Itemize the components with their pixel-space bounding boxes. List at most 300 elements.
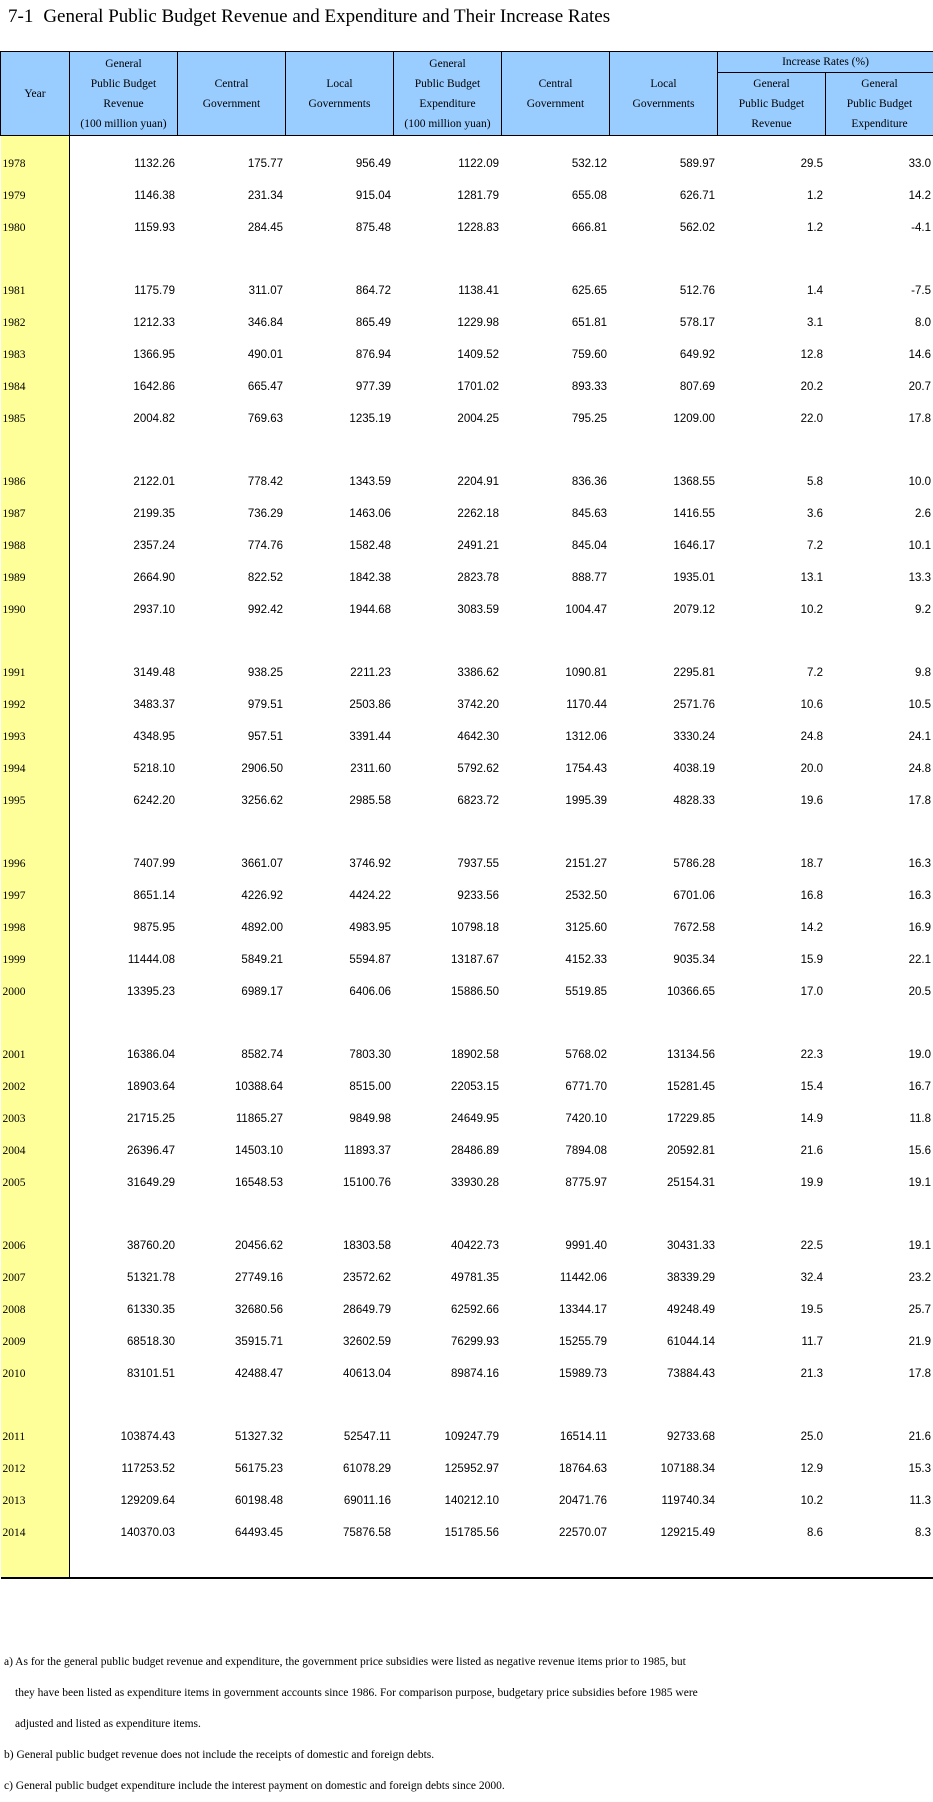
value-cell: 759.60	[502, 339, 610, 371]
spacer-cell	[610, 626, 718, 657]
spacer-cell	[394, 1008, 502, 1039]
value-cell: 8775.97	[502, 1167, 610, 1199]
value-cell: 20.5	[826, 976, 933, 1008]
spacer-cell	[718, 1390, 826, 1421]
value-cell: 1409.52	[394, 339, 502, 371]
table-row	[1, 753, 933, 785]
value-cell: 125952.97	[394, 1453, 502, 1485]
year-cell: 2005	[1, 1167, 70, 1199]
value-cell: 14.9	[718, 1103, 826, 1135]
value-cell: 15.3	[826, 1453, 933, 1485]
value-cell: 915.04	[286, 180, 394, 212]
table-row	[1, 1358, 933, 1390]
value-cell: 11.7	[718, 1326, 826, 1358]
value-cell: 10.6	[718, 689, 826, 721]
spacer-row	[1, 435, 933, 466]
value-cell: 18903.64	[70, 1071, 178, 1103]
spacer-cell	[826, 1578, 933, 1579]
spacer-cell	[70, 1578, 178, 1579]
spacer-cell	[718, 1008, 826, 1039]
value-cell: 3742.20	[394, 689, 502, 721]
value-cell: 13187.67	[394, 944, 502, 976]
value-cell: 62592.66	[394, 1294, 502, 1326]
value-cell: 7672.58	[610, 912, 718, 944]
spacer-cell	[610, 1549, 718, 1578]
value-cell: 38339.29	[610, 1262, 718, 1294]
spacer-cell	[286, 626, 394, 657]
spacer-cell	[178, 1390, 286, 1421]
value-cell: 876.94	[286, 339, 394, 371]
value-cell: 5849.21	[178, 944, 286, 976]
spacer-cell	[718, 1199, 826, 1230]
value-cell: 2.6	[826, 498, 933, 530]
year-spacer	[1, 626, 70, 657]
value-cell: 1463.06	[286, 498, 394, 530]
spacer-cell	[286, 435, 394, 466]
spacer-cell	[178, 1578, 286, 1579]
spacer-cell	[826, 1390, 933, 1421]
value-cell: 1642.86	[70, 371, 178, 403]
value-cell: 22.0	[718, 403, 826, 435]
value-cell: 11442.06	[502, 1262, 610, 1294]
value-cell: 140212.10	[394, 1485, 502, 1517]
value-cell: 8651.14	[70, 880, 178, 912]
spacer-cell	[718, 1578, 826, 1579]
spacer-cell	[826, 626, 933, 657]
value-cell: 3083.59	[394, 594, 502, 626]
value-cell: 8.3	[826, 1517, 933, 1549]
value-cell: 32680.56	[178, 1294, 286, 1326]
value-cell: 103874.43	[70, 1421, 178, 1453]
spacer-cell	[610, 244, 718, 275]
value-cell: 33930.28	[394, 1167, 502, 1199]
value-cell: 665.47	[178, 371, 286, 403]
spacer-cell	[718, 435, 826, 466]
year-cell: 2003	[1, 1103, 70, 1135]
spacer-cell	[394, 1578, 502, 1579]
value-cell: 2823.78	[394, 562, 502, 594]
year-cell: 1989	[1, 562, 70, 594]
value-cell: 49781.35	[394, 1262, 502, 1294]
spacer-cell	[286, 1199, 394, 1230]
year-cell: 1979	[1, 180, 70, 212]
spacer-cell	[610, 1390, 718, 1421]
value-cell: 1312.06	[502, 721, 610, 753]
value-cell: 2199.35	[70, 498, 178, 530]
value-cell: 1132.26	[70, 148, 178, 180]
value-cell: 16386.04	[70, 1039, 178, 1071]
value-cell: 89874.16	[394, 1358, 502, 1390]
table-row	[1, 403, 933, 435]
table-row	[1, 1421, 933, 1453]
table-row	[1, 785, 933, 817]
spacer-cell	[178, 817, 286, 848]
year-spacer	[1, 244, 70, 275]
value-cell: 1754.43	[502, 753, 610, 785]
value-cell: 1368.55	[610, 466, 718, 498]
value-cell: 16.3	[826, 848, 933, 880]
value-cell: 7894.08	[502, 1135, 610, 1167]
value-cell: 6701.06	[610, 880, 718, 912]
year-cell: 1990	[1, 594, 70, 626]
spacer-cell	[826, 244, 933, 275]
spacer-cell	[70, 1390, 178, 1421]
value-cell: 2491.21	[394, 530, 502, 562]
value-cell: 52547.11	[286, 1421, 394, 1453]
year-cell: 1986	[1, 466, 70, 498]
value-cell: 1646.17	[610, 530, 718, 562]
value-cell: 20471.76	[502, 1485, 610, 1517]
value-cell: 5218.10	[70, 753, 178, 785]
value-cell: 10.2	[718, 1485, 826, 1517]
header-revenue-local: Local Governments	[286, 52, 394, 136]
value-cell: 736.29	[178, 498, 286, 530]
spacer-cell	[394, 626, 502, 657]
value-cell: 61078.29	[286, 1453, 394, 1485]
year-cell: 2002	[1, 1071, 70, 1103]
footnote-c: c) General public budget expenditure include the interest payment on domestic and foreign debts since 2000.	[4, 1771, 924, 1802]
value-cell: 140370.03	[70, 1517, 178, 1549]
footnotes	[4, 1647, 924, 1802]
value-cell: 5768.02	[502, 1039, 610, 1071]
footnote-a-cont2: adjusted and listed as expenditure items.	[4, 1709, 924, 1740]
spacer-row	[1, 1199, 933, 1230]
header-increase-rates: Increase Rates (%)	[718, 52, 933, 73]
table-row	[1, 1453, 933, 1485]
table-row	[1, 562, 933, 594]
value-cell: 311.07	[178, 275, 286, 307]
spacer-cell	[502, 1008, 610, 1039]
year-spacer	[1, 1549, 70, 1578]
table-row	[1, 180, 933, 212]
value-cell: 2357.24	[70, 530, 178, 562]
table-title: General Public Budget Revenue and Expenditure and Their Increase Rates	[43, 6, 610, 27]
value-cell: 10.5	[826, 689, 933, 721]
value-cell: 3125.60	[502, 912, 610, 944]
footnote-a-cont: they have been listed as expenditure items in government accounts since 1986. For comparison purpose, budgetary price subsidies before 1985 were	[4, 1678, 924, 1709]
value-cell: 651.81	[502, 307, 610, 339]
year-spacer	[1, 1578, 70, 1579]
spacer-cell	[502, 1549, 610, 1578]
value-cell: 22.5	[718, 1230, 826, 1262]
value-cell: 17.8	[826, 403, 933, 435]
year-cell: 1995	[1, 785, 70, 817]
table-row	[1, 657, 933, 689]
spacer-cell	[394, 435, 502, 466]
year-cell: 2007	[1, 1262, 70, 1294]
value-cell: 32.4	[718, 1262, 826, 1294]
value-cell: 5519.85	[502, 976, 610, 1008]
year-spacer	[1, 817, 70, 848]
value-cell: 12.9	[718, 1453, 826, 1485]
spacer-cell	[286, 1008, 394, 1039]
value-cell: 4642.30	[394, 721, 502, 753]
value-cell: 7.2	[718, 657, 826, 689]
year-cell: 1994	[1, 753, 70, 785]
value-cell: 1995.39	[502, 785, 610, 817]
table-row	[1, 880, 933, 912]
value-cell: 51327.32	[178, 1421, 286, 1453]
value-cell: 25.0	[718, 1421, 826, 1453]
spacer-cell	[718, 1549, 826, 1578]
value-cell: 6242.20	[70, 785, 178, 817]
spacer-cell	[286, 136, 394, 149]
value-cell: 60198.48	[178, 1485, 286, 1517]
spacer-cell	[826, 1549, 933, 1578]
value-cell: 24.8	[826, 753, 933, 785]
year-cell: 1980	[1, 212, 70, 244]
year-cell: 2010	[1, 1358, 70, 1390]
year-cell: 1985	[1, 403, 70, 435]
table-row	[1, 944, 933, 976]
value-cell: 7937.55	[394, 848, 502, 880]
year-spacer	[1, 435, 70, 466]
year-spacer	[1, 1008, 70, 1039]
year-cell: 1981	[1, 275, 70, 307]
value-cell: 5792.62	[394, 753, 502, 785]
value-cell: 1228.83	[394, 212, 502, 244]
value-cell: 992.42	[178, 594, 286, 626]
value-cell: 2004.82	[70, 403, 178, 435]
table-row	[1, 912, 933, 944]
header-expenditure-local: Local Governments	[610, 52, 718, 136]
spacer-cell	[178, 244, 286, 275]
value-cell: 625.65	[502, 275, 610, 307]
table-row	[1, 1230, 933, 1262]
data-table-container	[0, 51, 933, 1579]
value-cell: 666.81	[502, 212, 610, 244]
value-cell: 20.0	[718, 753, 826, 785]
table-row	[1, 721, 933, 753]
spacer-cell	[70, 1199, 178, 1230]
year-cell: 1983	[1, 339, 70, 371]
spacer-cell	[70, 817, 178, 848]
header-rate-expenditure: General Public Budget Expenditure	[826, 73, 933, 136]
value-cell: 956.49	[286, 148, 394, 180]
value-cell: 1935.01	[610, 562, 718, 594]
value-cell: 7803.30	[286, 1039, 394, 1071]
value-cell: 16.8	[718, 880, 826, 912]
spacer-cell	[394, 136, 502, 149]
value-cell: 1944.68	[286, 594, 394, 626]
value-cell: 578.17	[610, 307, 718, 339]
bottom-rule-row	[1, 1578, 933, 1579]
table-row	[1, 1485, 933, 1517]
table-row	[1, 689, 933, 721]
year-cell: 1992	[1, 689, 70, 721]
spacer-cell	[178, 435, 286, 466]
value-cell: 19.9	[718, 1167, 826, 1199]
value-cell: 5594.87	[286, 944, 394, 976]
value-cell: 626.71	[610, 180, 718, 212]
spacer-cell	[502, 1578, 610, 1579]
value-cell: 92733.68	[610, 1421, 718, 1453]
value-cell: 15.6	[826, 1135, 933, 1167]
value-cell: 1701.02	[394, 371, 502, 403]
value-cell: 1416.55	[610, 498, 718, 530]
value-cell: 14.6	[826, 339, 933, 371]
year-cell: 1982	[1, 307, 70, 339]
value-cell: 845.04	[502, 530, 610, 562]
value-cell: 10388.64	[178, 1071, 286, 1103]
value-cell: 6771.70	[502, 1071, 610, 1103]
spacer-row	[1, 817, 933, 848]
value-cell: 7.2	[718, 530, 826, 562]
value-cell: 11.3	[826, 1485, 933, 1517]
page-title	[8, 6, 620, 28]
value-cell: 19.5	[718, 1294, 826, 1326]
value-cell: 19.0	[826, 1039, 933, 1071]
value-cell: 2503.86	[286, 689, 394, 721]
year-cell: 2012	[1, 1453, 70, 1485]
value-cell: 9875.95	[70, 912, 178, 944]
value-cell: 15886.50	[394, 976, 502, 1008]
value-cell: 562.02	[610, 212, 718, 244]
value-cell: 893.33	[502, 371, 610, 403]
value-cell: 16514.11	[502, 1421, 610, 1453]
table-number: 7-1	[8, 6, 33, 27]
spacer-cell	[610, 435, 718, 466]
header-expenditure-central: Central Government	[502, 52, 610, 136]
spacer-row	[1, 1008, 933, 1039]
value-cell: 25154.31	[610, 1167, 718, 1199]
value-cell: 4892.00	[178, 912, 286, 944]
value-cell: 109247.79	[394, 1421, 502, 1453]
value-cell: 778.42	[178, 466, 286, 498]
value-cell: 836.36	[502, 466, 610, 498]
value-cell: 15100.76	[286, 1167, 394, 1199]
value-cell: 9.8	[826, 657, 933, 689]
value-cell: 4983.95	[286, 912, 394, 944]
value-cell: 30431.33	[610, 1230, 718, 1262]
header-revenue-total: General Public Budget Revenue (100 million yuan)	[70, 52, 178, 136]
value-cell: 512.76	[610, 275, 718, 307]
spacer-cell	[718, 626, 826, 657]
value-cell: 20.7	[826, 371, 933, 403]
value-cell: 14.2	[718, 912, 826, 944]
year-spacer	[1, 1199, 70, 1230]
table-row	[1, 530, 933, 562]
value-cell: 2211.23	[286, 657, 394, 689]
spacer-cell	[286, 1578, 394, 1579]
value-cell: 4038.19	[610, 753, 718, 785]
value-cell: 1175.79	[70, 275, 178, 307]
spacer-cell	[610, 1199, 718, 1230]
spacer-cell	[502, 1390, 610, 1421]
spacer-cell	[826, 136, 933, 149]
spacer-cell	[826, 1008, 933, 1039]
year-cell: 2009	[1, 1326, 70, 1358]
spacer-cell	[394, 817, 502, 848]
table-row	[1, 307, 933, 339]
value-cell: 9035.34	[610, 944, 718, 976]
value-cell: 31649.29	[70, 1167, 178, 1199]
value-cell: 7407.99	[70, 848, 178, 880]
value-cell: 938.25	[178, 657, 286, 689]
spacer-cell	[286, 244, 394, 275]
spacer-cell	[70, 435, 178, 466]
value-cell: 23.2	[826, 1262, 933, 1294]
value-cell: 1122.09	[394, 148, 502, 180]
spacer-cell	[286, 1549, 394, 1578]
value-cell: 1.2	[718, 180, 826, 212]
table-row	[1, 1071, 933, 1103]
year-cell: 2001	[1, 1039, 70, 1071]
spacer-cell	[610, 1008, 718, 1039]
year-spacer	[1, 1390, 70, 1421]
table-row	[1, 371, 933, 403]
table-row	[1, 1517, 933, 1549]
value-cell: 14.2	[826, 180, 933, 212]
value-cell: 2985.58	[286, 785, 394, 817]
value-cell: 1235.19	[286, 403, 394, 435]
value-cell: 9.2	[826, 594, 933, 626]
value-cell: 8.6	[718, 1517, 826, 1549]
table-row	[1, 466, 933, 498]
value-cell: 3149.48	[70, 657, 178, 689]
spacer-cell	[502, 626, 610, 657]
value-cell: 27749.16	[178, 1262, 286, 1294]
spacer-cell	[70, 136, 178, 149]
value-cell: 864.72	[286, 275, 394, 307]
value-cell: 3391.44	[286, 721, 394, 753]
value-cell: 1.4	[718, 275, 826, 307]
value-cell: 14503.10	[178, 1135, 286, 1167]
value-cell: 129209.64	[70, 1485, 178, 1517]
value-cell: 1209.00	[610, 403, 718, 435]
value-cell: 16.9	[826, 912, 933, 944]
value-cell: 16.3	[826, 880, 933, 912]
year-cell: 1998	[1, 912, 70, 944]
spacer-cell	[718, 244, 826, 275]
value-cell: 2204.91	[394, 466, 502, 498]
value-cell: 10.0	[826, 466, 933, 498]
value-cell: 1090.81	[502, 657, 610, 689]
value-cell: 2079.12	[610, 594, 718, 626]
year-cell: 1984	[1, 371, 70, 403]
value-cell: 490.01	[178, 339, 286, 371]
header-expenditure-total: General Public Budget Expenditure (100 million yuan)	[394, 52, 502, 136]
spacer-row	[1, 1390, 933, 1421]
value-cell: 119740.34	[610, 1485, 718, 1517]
spacer-cell	[394, 1199, 502, 1230]
value-cell: 1582.48	[286, 530, 394, 562]
value-cell: 1.2	[718, 212, 826, 244]
value-cell: 28486.89	[394, 1135, 502, 1167]
value-cell: 1366.95	[70, 339, 178, 371]
value-cell: 769.63	[178, 403, 286, 435]
value-cell: 24649.95	[394, 1103, 502, 1135]
year-cell: 1996	[1, 848, 70, 880]
value-cell: 40613.04	[286, 1358, 394, 1390]
value-cell: 13.1	[718, 562, 826, 594]
value-cell: 49248.49	[610, 1294, 718, 1326]
value-cell: 3386.62	[394, 657, 502, 689]
spacer-cell	[394, 244, 502, 275]
value-cell: 231.34	[178, 180, 286, 212]
value-cell: 4828.33	[610, 785, 718, 817]
year-cell: 1999	[1, 944, 70, 976]
table-row	[1, 1262, 933, 1294]
value-cell: 822.52	[178, 562, 286, 594]
value-cell: 13344.17	[502, 1294, 610, 1326]
table-body	[1, 136, 933, 1580]
year-cell: 1988	[1, 530, 70, 562]
year-cell: 1978	[1, 148, 70, 180]
value-cell: 16.7	[826, 1071, 933, 1103]
header-year: Year	[1, 52, 70, 136]
value-cell: 61330.35	[70, 1294, 178, 1326]
